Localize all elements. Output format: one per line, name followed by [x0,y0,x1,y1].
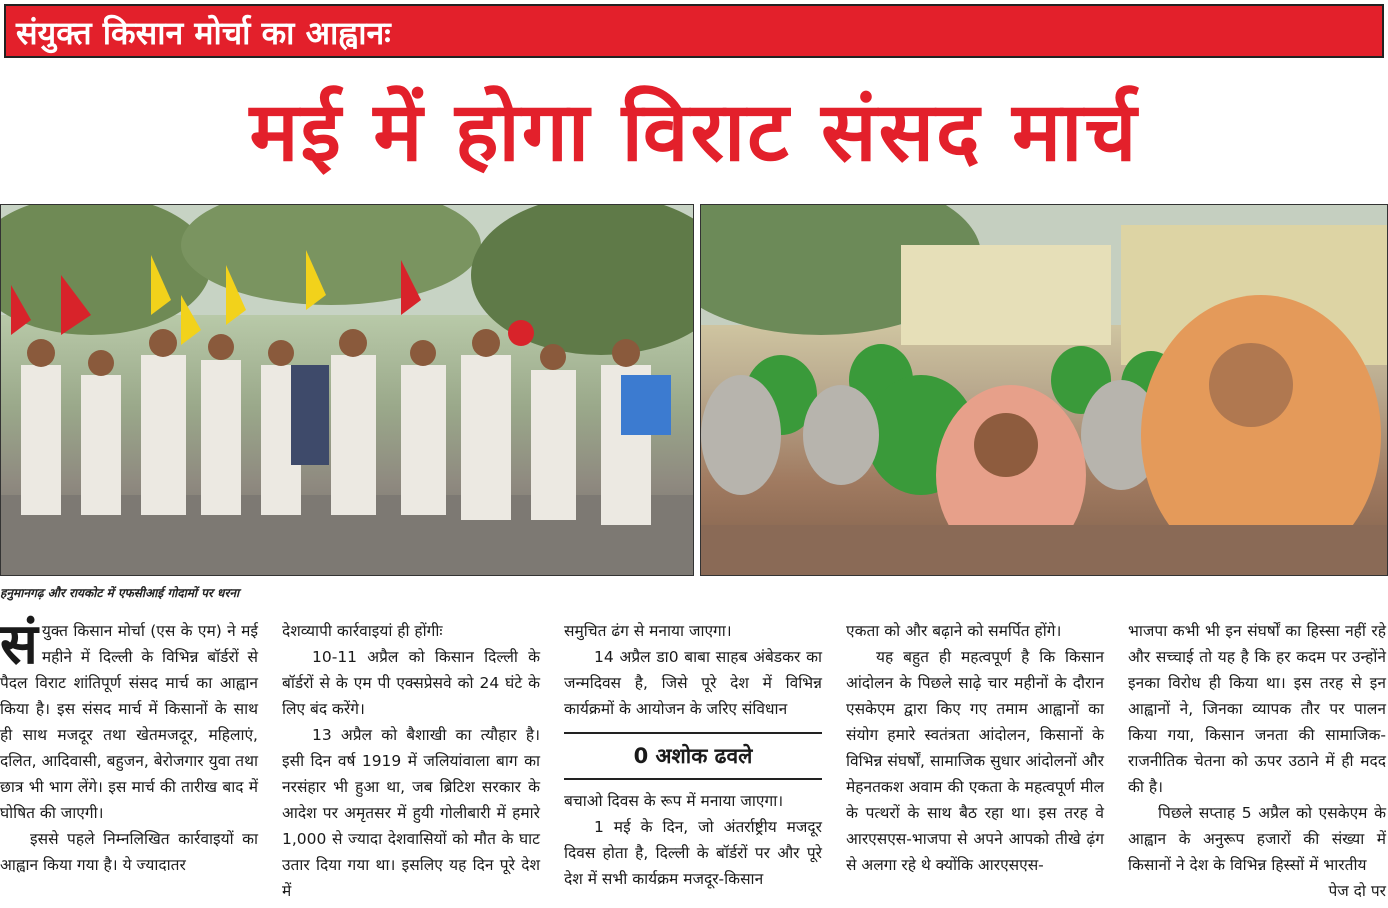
continued-on-page-two[interactable]: पेज दो पर [1328,882,1386,900]
photo-caption: हनुमानगढ़ और रायकोट में एफसीआई गोदामों पर धरना [0,586,240,600]
column-text: 13 अप्रैल को बैशाखी का त्यौहार है। इसी दिन वर्ष 1919 में जलियांवाला बाग का नरसंहार भी हुआ था, जब ब्रिटिश सरकार के आदेश पर अमृतसर में हुयी गोलीबारी में हमारे 1,000 से ज्यादा देशवासियों को मौत के घाट उतार दिया गया था। इसलिए यह दिन पूरे देश में [282,726,540,900]
article-column-5 [1128,618,1386,904]
column-text: समुचित ढंग से मनाया जाएगा। [564,622,732,640]
column-text: भाजपा कभी भी इन संघर्षों का हिस्सा नहीं रहे और सच्चाई तो यह है कि हर कदम पर उन्होंने इनका विरोध ही किया था। इस तरह से इन आह्वानों ने, जिनका व्यापक तौर पर पालन किया गया, किसान जनता की सामाजिक-राजनीतिक चेतना को ऊपर उठाने में ही मदद की है। [1128,622,1386,796]
women-sit-in-illustration [701,205,1388,576]
column-text: एकता को और बढ़ाने को समर्पित होंगे। [846,622,1062,640]
column-text: युक्त किसान मोर्चा (एस के एम) ने मई महीने में दिल्ली के विभिन्न बॉर्डरों से पैदल विराट शांतिपूर्ण संसद मार्च का आह्वान किया है। इस संसद मार्च में किसानों के साथ ही साथ मजदूर तथा खेतमजदूर, महिलाएं, दलित, आदिवासी, बहुजन, बेरोजगार युवा तथा छात्र भी भाग लेंगे। इस मार्च की तारीख बाद में घोषित की जाएगी। [0,622,258,822]
article-column-1 [0,612,258,878]
drop-cap: सं [0,612,38,677]
photo-hanumangarh-protest [0,204,694,576]
photo-raikot-protest [700,204,1388,576]
protest-crowd-illustration [1,205,694,576]
article-column-2 [282,618,540,904]
column-text: 14 अप्रैल डा0 बाबा साहब अंबेडकर का जन्मदिवस है, जिसे पूरे देश में विभिन्न कार्यक्रमों के आयोजन के जरिए संविधान [564,648,822,718]
column-text: यह बहुत ही महत्वपूर्ण है कि किसान आंदोलन के पिछले साढ़े चार महीनों के दौरान एसकेएम द्वारा किए गए तमाम आह्वानों का संयोग हमारे स्वतंत्रता आंदोलन, किसानों के विभिन्न संघर्षों, सामाजिक सुधार आंदोलनों और मेहनतकश अवाम की एकता के महत्वपूर्ण मील के पत्थरों के साथ बैठ रहा था। इस तरह वे आरएसएस-भाजपा से अपने आपको तीखे ढ़ंग से अलगा रहे थे क्योंकि आरएसएस- [846,648,1104,874]
column-text: 10-11 अप्रैल को किसान दिल्ली के बॉर्डरों से के एम पी एक्सप्रेसवे को 24 घंटे के लिए बंद करेंगे। [282,648,540,718]
author-byline: 0 अशोक ढवले [564,732,822,780]
article-column-4 [846,618,1104,878]
headline: मई में होगा विराट संसद मार्च [249,85,1139,180]
kicker-banner: संयुक्त किसान मोर्चा का आह्वानः [4,4,1384,58]
column-text: पिछले सप्ताह 5 अप्रैल को एसकेएम के आह्वान के अनुरूप हजारों की संख्या में किसानों ने देश के विभिन्न हिस्सों में भारतीय [1128,804,1386,874]
article-column-3 [564,618,822,892]
column-text: 1 मई के दिन, जो अंतर्राष्ट्रीय मजदूर दिवस होता है, दिल्ली के बॉर्डरों पर और पूरे देश में सभी कार्यक्रम मजदूर-किसान [564,818,822,888]
column-text: बचाओ दिवस के रूप में मनाया जाएगा। [564,792,784,810]
column-text: देशव्यापी कार्रवाइयां ही होंगीः [282,622,443,640]
column-text: इससे पहले निम्नलिखित कार्रवाइयों का आह्वान किया गया है। ये ज्यादातर [0,830,258,874]
